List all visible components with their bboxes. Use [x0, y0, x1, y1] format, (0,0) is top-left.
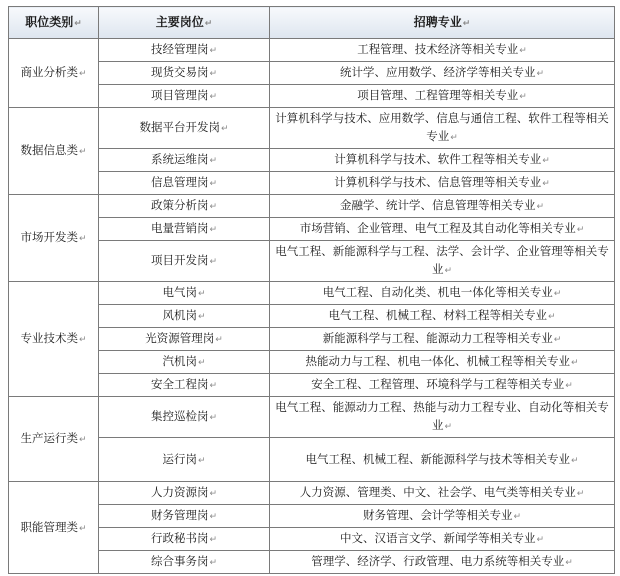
category-label: 数据信息类: [20, 143, 78, 157]
major-cell: 财务管理、会计学等相关专业↵: [270, 505, 615, 528]
header-category: 职位类别↵: [9, 7, 99, 39]
table-row: [9, 195, 615, 218]
major-label: 计算机科学与技术、应用数学、信息与通信工程、软件工程等相关专业: [275, 111, 609, 143]
major-cell: 计算机科学与技术、应用数学、信息与通信工程、软件工程等相关专业↵: [270, 108, 615, 149]
post-label: 安全工程岗: [150, 377, 209, 391]
post-cell: 电量营销岗↵: [99, 218, 270, 241]
major-label: 热能动力与工程、机电一体化、机械工程等相关专业: [305, 354, 570, 368]
post-cell: 汽机岗↵: [99, 351, 270, 374]
post-cell: 技经管理岗↵: [99, 39, 270, 62]
post-cell: 现货交易岗↵: [99, 62, 270, 85]
major-label: 电气工程、自动化类、机电一体化等相关专业: [322, 285, 553, 299]
major-label: 人力资源、管理类、中文、社会学、电气类等相关专业: [299, 485, 576, 499]
major-cell: 安全工程、工程管理、环境科学与工程等相关专业↵: [270, 374, 615, 397]
major-label: 电气工程、机械工程、新能源科学与技术等相关专业: [305, 451, 570, 466]
post-label: 政策分析岗: [150, 198, 209, 212]
table-row: [9, 328, 615, 351]
major-cell: 电气工程、自动化类、机电一体化等相关专业↵: [270, 282, 615, 305]
major-cell: 热能动力与工程、机电一体化、机械工程等相关专业↵: [270, 351, 615, 374]
table-row: [9, 218, 615, 241]
table-row: [9, 505, 615, 528]
table-row: [9, 149, 615, 172]
category-label: 商业分析类: [20, 65, 78, 79]
post-cell: 数据平台开发岗↵: [99, 108, 270, 149]
post-label: 财务管理岗: [150, 508, 209, 522]
table-row: [9, 551, 615, 574]
major-label: 工程管理、技术经济等相关专业: [357, 42, 519, 56]
post-label: 数据平台开发岗: [139, 120, 220, 134]
table-row: [9, 397, 615, 438]
post-cell: 项目开发岗↵: [99, 241, 270, 282]
category-cell: 商业分析类↵: [9, 39, 99, 108]
table-row: [9, 172, 615, 195]
post-label: 信息管理岗: [150, 175, 209, 189]
post-cell: 综合事务岗↵: [99, 551, 270, 574]
major-cell: 项目管理、工程管理等相关专业↵: [270, 85, 615, 108]
post-label: 行政秘书岗: [150, 531, 209, 545]
table-row: [9, 108, 615, 149]
post-label: 光资源管理岗: [145, 331, 215, 345]
major-label: 中文、汉语言文学、新闻学等相关专业: [339, 531, 536, 545]
major-cell: 统计学、应用数学、经济学等相关专业↵: [270, 62, 615, 85]
major-cell: 电气工程、新能源科学与工程、法学、会计学、企业管理等相关专业↵: [270, 241, 615, 282]
document-page: [8, 6, 615, 574]
major-label: 电气工程、新能源科学与工程、法学、会计学、企业管理等相关专业: [275, 244, 609, 276]
table-row: [9, 438, 615, 482]
post-cell: 项目管理岗↵: [99, 85, 270, 108]
major-label: 统计学、应用数学、经济学等相关专业: [339, 65, 536, 79]
post-label: 风机岗: [162, 308, 197, 322]
table-row: [9, 241, 615, 282]
post-cell: 安全工程岗↵: [99, 374, 270, 397]
post-cell: 人力资源岗↵: [99, 482, 270, 505]
table-row: [9, 39, 615, 62]
post-cell: 政策分析岗↵: [99, 195, 270, 218]
post-label: 综合事务岗: [150, 554, 209, 568]
post-cell: 风机岗↵: [99, 305, 270, 328]
major-cell: 管理学、经济学、行政管理、电力系统等相关专业↵: [270, 551, 615, 574]
table-row: [9, 282, 615, 305]
major-cell: 工程管理、技术经济等相关专业↵: [270, 39, 615, 62]
header-major: 招聘专业↵: [270, 7, 615, 39]
major-label: 电气工程、能源动力工程、热能与动力工程专业、自动化等相关专业: [275, 400, 609, 432]
major-cell: 电气工程、能源动力工程、热能与动力工程专业、自动化等相关专业↵: [270, 397, 615, 438]
major-label: 财务管理、会计学等相关专业: [362, 508, 513, 522]
major-label: 新能源科学与工程、能源动力工程等相关专业: [322, 331, 553, 345]
post-label: 人力资源岗: [150, 485, 209, 499]
post-label: 项目开发岗: [150, 253, 209, 267]
category-cell: 专业技术类↵: [9, 282, 99, 397]
table-row: [9, 62, 615, 85]
post-cell: 行政秘书岗↵: [99, 528, 270, 551]
major-cell: 电气工程、机械工程、材料工程等相关专业↵: [270, 305, 615, 328]
major-label: 项目管理、工程管理等相关专业: [357, 88, 519, 102]
header-post: 主要岗位↵: [99, 7, 270, 39]
major-label: 金融学、统计学、信息管理等相关专业: [339, 198, 536, 212]
recruitment-table: [8, 6, 615, 574]
major-cell: 电气工程、机械工程、新能源科学与技术等相关专业↵: [270, 438, 615, 482]
post-label: 电气岗: [162, 285, 197, 299]
category-cell: 生产运行类↵: [9, 397, 99, 482]
post-label: 项目管理岗: [150, 88, 209, 102]
major-cell: 金融学、统计学、信息管理等相关专业↵: [270, 195, 615, 218]
table-row: [9, 482, 615, 505]
major-label: 市场营销、企业管理、电气工程及其自动化等相关专业: [299, 221, 576, 235]
post-cell: 电气岗↵: [99, 282, 270, 305]
category-label: 市场开发类: [20, 230, 78, 244]
table-row: [9, 305, 615, 328]
category-label: 生产运行类: [20, 431, 78, 445]
post-label: 现货交易岗: [150, 65, 209, 79]
category-cell: 职能管理类↵: [9, 482, 99, 574]
major-cell: 中文、汉语言文学、新闻学等相关专业↵: [270, 528, 615, 551]
post-label: 电量营销岗: [150, 221, 209, 235]
major-label: 安全工程、工程管理、环境科学与工程等相关专业: [311, 377, 565, 391]
major-label: 计算机科学与技术、软件工程等相关专业: [334, 152, 542, 166]
post-cell: 信息管理岗↵: [99, 172, 270, 195]
table-row: [9, 351, 615, 374]
post-cell: 系统运维岗↵: [99, 149, 270, 172]
post-label: 系统运维岗: [150, 152, 209, 166]
major-cell: 计算机科学与技术、软件工程等相关专业↵: [270, 149, 615, 172]
category-cell: 数据信息类↵: [9, 108, 99, 195]
major-cell: 人力资源、管理类、中文、社会学、电气类等相关专业↵: [270, 482, 615, 505]
major-label: 电气工程、机械工程、材料工程等相关专业: [328, 308, 547, 322]
post-label: 集控巡检岗: [150, 409, 209, 423]
post-cell: 光资源管理岗↵: [99, 328, 270, 351]
major-cell: 计算机科学与技术、信息管理等相关专业↵: [270, 172, 615, 195]
category-label: 专业技术类: [20, 331, 78, 345]
major-label: 管理学、经济学、行政管理、电力系统等相关专业: [311, 554, 565, 568]
major-cell: 新能源科学与工程、能源动力工程等相关专业↵: [270, 328, 615, 351]
post-cell: 财务管理岗↵: [99, 505, 270, 528]
category-cell: 市场开发类↵: [9, 195, 99, 282]
post-label: 技经管理岗: [150, 42, 209, 56]
table-row: [9, 374, 615, 397]
post-label: 运行岗: [162, 451, 197, 466]
major-cell: 市场营销、企业管理、电气工程及其自动化等相关专业↵: [270, 218, 615, 241]
post-label: 汽机岗: [162, 354, 197, 368]
category-label: 职能管理类: [20, 519, 78, 534]
table-row: [9, 528, 615, 551]
table-body: [9, 39, 615, 574]
post-cell: 集控巡检岗↵: [99, 397, 270, 438]
header-row: [9, 7, 615, 39]
major-label: 计算机科学与技术、信息管理等相关专业: [334, 175, 542, 189]
post-cell: 运行岗↵: [99, 438, 270, 482]
table-row: [9, 85, 615, 108]
